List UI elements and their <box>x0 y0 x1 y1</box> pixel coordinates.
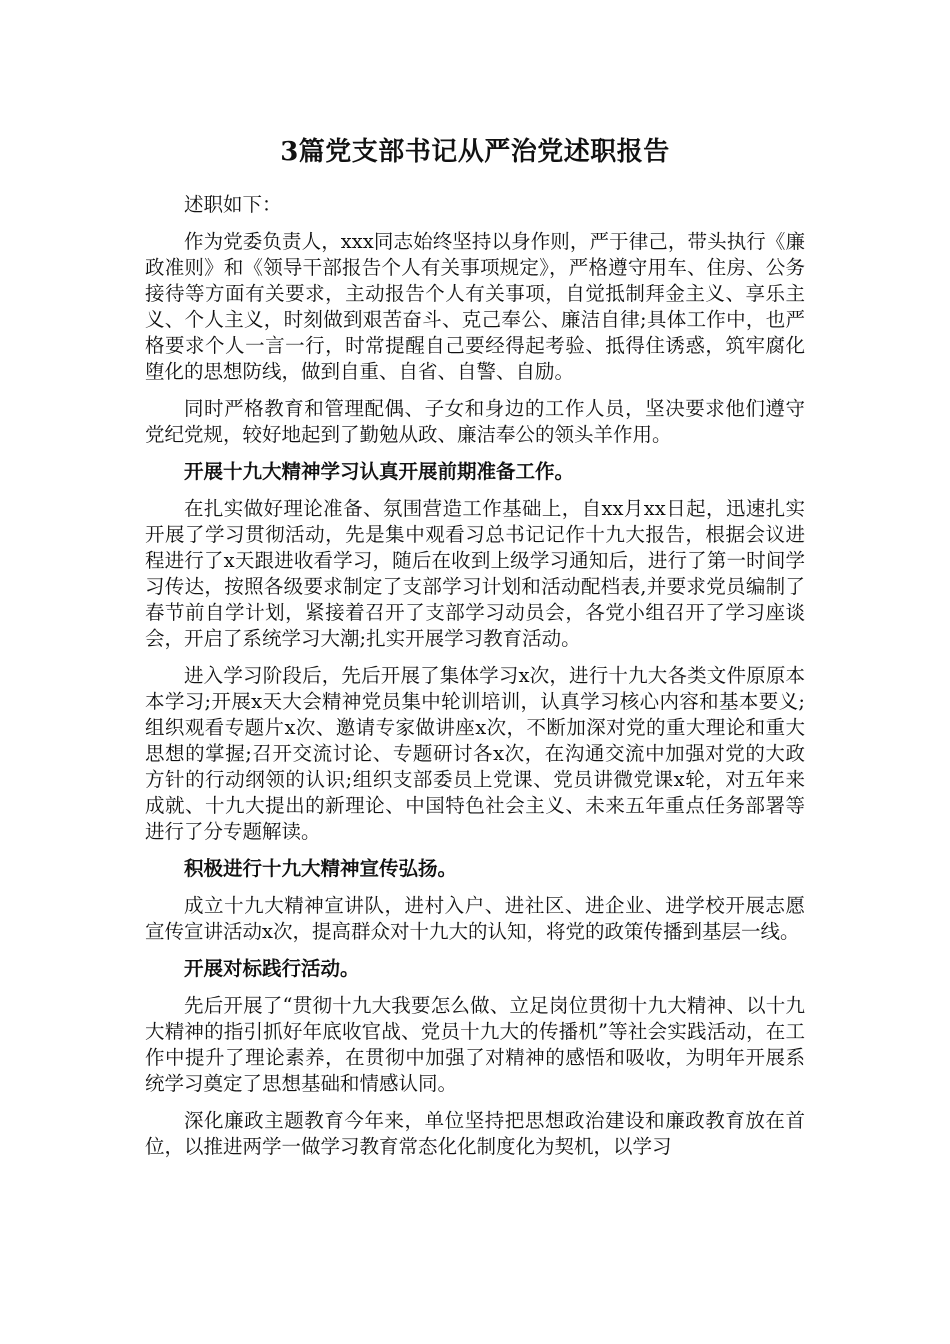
paragraph-study-stage: 进入学习阶段后，先后开展了集体学习x次，进行十九大各类文件原原本本学习;开展x天大会精神党员集中轮训培训，认真学习核心内容和基本要义;组织观看专题片x次、邀请专家做讲座x次，不断加深对党的重大理论和重大思想的掌握;召开交流讨论、专题研讨各x次，在沟通交流中加强对党的大政方针的行动纲领的认识;组织支部委员上党课、党员讲微党课x轮，对五年来成就、十九大提出的新理论、中国特色社会主义、未来五年重点任务部署等进行了分专题解读。 <box>145 664 805 843</box>
paragraph-self-discipline: 作为党委负责人，xxx同志始终坚持以身作则，严于律己，带头执行《廉政准则》和《领导干部报告个人有关事项规定》，严格遵守用车、住房、公务接待等方面有关要求，主动报告个人有关事项，自觉抵制拜金主义、享乐主义、个人主义，时刻做到艰苦奋斗、克己奉公、廉洁自律;具体工作中，也严格要求个人一言一行，时常提醒自己要经得起考验、抵得住诱惑，筑牢腐化堕化的思想防线，做到自重、自省、自警、自励。 <box>145 230 805 383</box>
section-heading-preparation: 开展十九大精神学习认真开展前期准备工作。 <box>184 460 575 483</box>
paragraph-integrity-education: 深化廉政主题教育今年来，单位坚持把思想政治建设和廉政教育放在首位，以推进两学一做学习教育常态化化制度化为契机，以学习 <box>145 1109 805 1158</box>
section-heading-publicity: 积极进行十九大精神宣传弘扬。 <box>184 857 458 880</box>
paragraph-preparation: 在扎实做好理论准备、氛围营造工作基础上，自xx月xx日起，迅速扎实开展了学习贯彻活动，先是集中观看习总书记记作十九大报告，根据会议进程进行了x天跟进收看学习，随后在收到上级学习通知后，进行了第一时间学习传达，按照各级要求制定了支部学习计划和活动配档表,并要求党员编制了春节前自学计划，紧接着召开了支部学习动员会，各党小组召开了学习座谈会，开启了系统学习大潮;扎实开展学习教育活动。 <box>145 497 805 650</box>
paragraph-practice: 先后开展了“贯彻十九大我要怎么做、立足岗位贯彻十九大精神、以十九大精神的指引抓好年底收官战、党员十九大的传播机”等社会实践活动，在工作中提升了理论素养，在贯彻中加强了对精神的感悟和吸收，为明年开展系统学习奠定了思想基础和情感认同。 <box>145 994 805 1095</box>
paragraph-publicity: 成立十九大精神宣讲队，进村入户、进社区、进企业、进学校开展志愿宣传宣讲活动x次，提高群众对十九大的认知，将党的政策传播到基层一线。 <box>145 894 805 943</box>
section-heading-practice: 开展对标践行活动。 <box>184 957 360 980</box>
paragraph-intro: 述职如下： <box>184 193 282 216</box>
document-title: 3篇党支部书记从严治党述职报告 <box>280 137 670 167</box>
paragraph-family-management: 同时严格教育和管理配偶、子女和身边的工作人员，坚决要求他们遵守党纪党规，较好地起到了勤勉从政、廉洁奉公的领头羊作用。 <box>145 397 805 446</box>
